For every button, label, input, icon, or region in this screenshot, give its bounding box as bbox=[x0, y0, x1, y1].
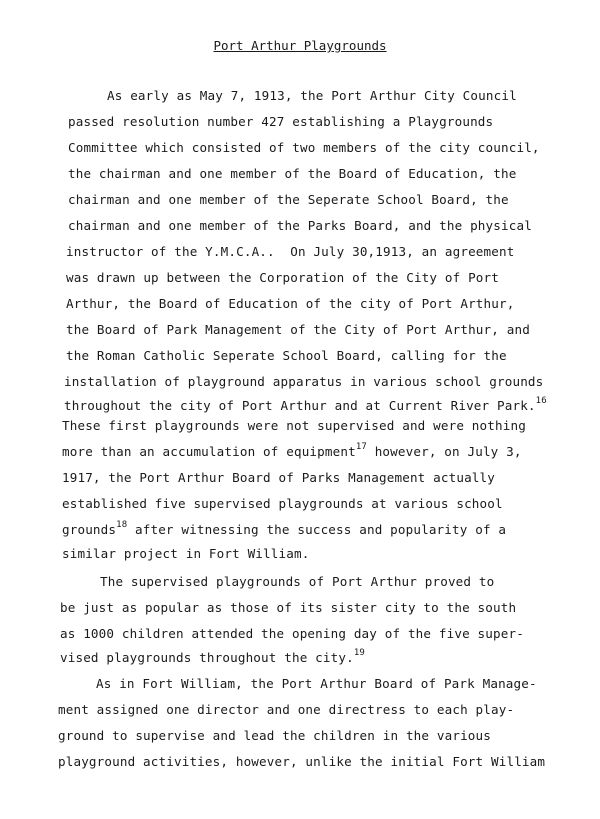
text-line: established five supervised playgrounds at various school bbox=[62, 496, 503, 511]
text-line: chairman and one member of the Seperate School Board, the bbox=[68, 192, 509, 207]
text-segment: vised playgrounds throughout the city. bbox=[60, 650, 354, 665]
text-segment: more than an accumulation of equipment bbox=[62, 444, 356, 459]
text-line: be just as popular as those of its sister city to the south bbox=[60, 600, 517, 615]
text-line: passed resolution number 427 establishing a Playgrounds bbox=[68, 114, 494, 129]
text-line: 1917, the Port Arthur Board of Parks Management actually bbox=[62, 470, 495, 485]
text-line: instructor of the Y.M.C.A.. On July 30,1913, an agreement bbox=[66, 244, 515, 259]
text-line: The supervised playgrounds of Port Arthur proved to bbox=[100, 574, 495, 589]
text-line bbox=[64, 398, 547, 414]
text-line: ground to supervise and lead the children in the various bbox=[58, 728, 491, 743]
footnote-ref-19: 19 bbox=[353, 648, 365, 658]
text-line: chairman and one member of the Parks Board, and the physical bbox=[68, 218, 532, 233]
text-line bbox=[62, 522, 506, 538]
text-line: the Board of Park Management of the City of Port Arthur, and bbox=[66, 322, 530, 337]
text-line: the chairman and one member of the Board of Education, the bbox=[68, 166, 517, 181]
text-line: the Roman Catholic Seperate School Board, calling for the bbox=[66, 348, 507, 363]
text-line: As in Fort William, the Port Arthur Board of Park Manage- bbox=[96, 676, 537, 691]
text-segment: throughout the city of Port Arthur and at Current River Park. bbox=[64, 398, 536, 413]
text-segment: however, on July 3, bbox=[366, 444, 522, 459]
text-segment: after witnessing the success and popularity of a bbox=[127, 522, 507, 537]
text-line: installation of playground apparatus in various school grounds bbox=[64, 374, 544, 389]
text-line: ment assigned one director and one directress to each play- bbox=[58, 702, 515, 717]
text-line bbox=[60, 650, 365, 666]
text-line: was drawn up between the Corporation of the City of Port bbox=[66, 270, 499, 285]
text-line: Arthur, the Board of Education of the city of Port Arthur, bbox=[66, 296, 515, 311]
footnote-ref-18: 18 bbox=[116, 520, 128, 530]
footnote-ref-17: 17 bbox=[355, 442, 367, 452]
text-line: similar project in Fort William. bbox=[62, 546, 310, 561]
text-line: playground activities, however, unlike the initial Fort William bbox=[58, 754, 546, 769]
text-line: These first playgrounds were not supervised and were nothing bbox=[62, 418, 526, 433]
text-line: Committee which consisted of two members of the city council, bbox=[68, 140, 540, 155]
text-segment: grounds bbox=[62, 522, 117, 537]
text-line bbox=[62, 444, 522, 460]
page-title: Port Arthur Playgrounds bbox=[213, 38, 387, 53]
footnote-ref-16: 16 bbox=[535, 396, 547, 406]
text-line: as 1000 children attended the opening day of the five super- bbox=[60, 626, 524, 641]
text-line: As early as May 7, 1913, the Port Arthur City Council bbox=[107, 88, 517, 103]
